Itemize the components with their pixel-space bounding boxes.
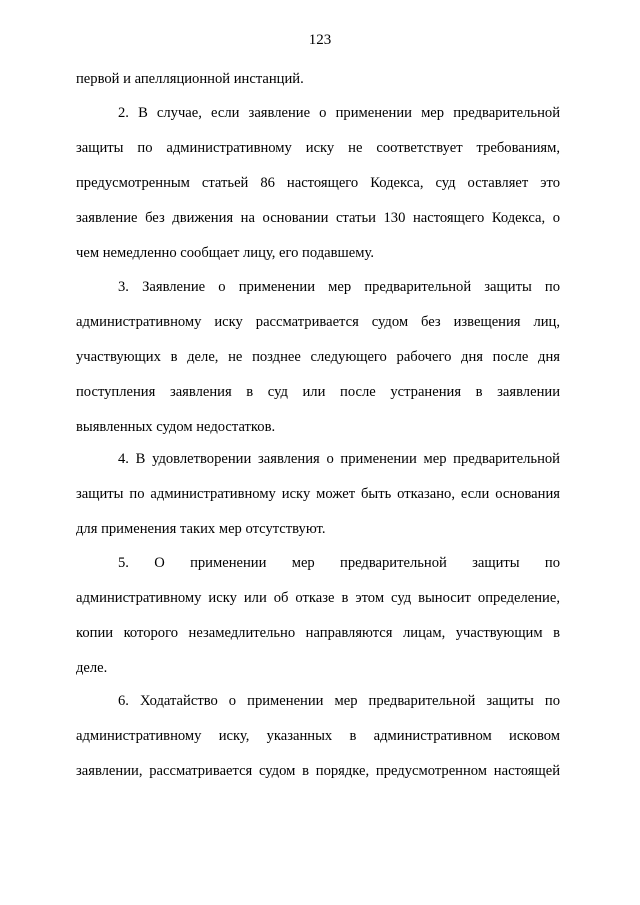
page-number: 123 [308, 32, 332, 48]
text-line: 2. В случае, если заявление о применении мер предварительной [118, 105, 560, 121]
text-line: поступления заявления в суд или после устранения в заявлении [76, 384, 560, 400]
paragraph-item-5 [76, 546, 560, 686]
text-line: административному иску, указанных в административном исковом [76, 728, 560, 744]
text-line: заявление без движения на основании статьи 130 настоящего Кодекса, о [76, 210, 560, 226]
paragraph-continuation [76, 62, 560, 97]
text-line: первой и апелляционной инстанций. [76, 71, 304, 87]
paragraph-item-6 [76, 684, 560, 789]
text-line: предусмотренным статьей 86 настоящего Кодекса, суд оставляет это [76, 175, 560, 191]
text-line: деле. [76, 660, 108, 676]
text-line: для применения таких мер отсутствуют. [76, 521, 326, 537]
text-line: защиты по административному иску может быть отказано, если основания [76, 486, 560, 502]
text-line: административному иску или об отказе в этом суд выносит определение, [76, 590, 560, 606]
text-line: защиты по административному иску не соответствует требованиям, [76, 140, 560, 156]
text-line: заявлении, рассматривается судом в порядке, предусмотренном настоящей [76, 763, 560, 779]
text-line: административному иску рассматривается судом без извещения лиц, [76, 314, 560, 330]
text-line: чем немедленно сообщает лицу, его подавшему. [76, 245, 374, 261]
text-line: копии которого незамедлительно направляются лицам, участвующим в [76, 625, 560, 641]
text-line: 5. О применении мер предварительной защиты по [118, 555, 560, 571]
text-line: участвующих в деле, не позднее следующего рабочего дня после дня [76, 349, 560, 365]
paragraph-item-2 [76, 96, 560, 271]
text-line: 4. В удовлетворении заявления о применении мер предварительной [118, 451, 560, 467]
paragraph-item-3 [76, 270, 560, 445]
text-line: 3. Заявление о применении мер предварительной защиты по [118, 279, 560, 295]
text-line: 6. Ходатайство о применении мер предварительной защиты по [118, 693, 560, 709]
paragraph-item-4 [76, 442, 560, 547]
text-line: выявленных судом недостатков. [76, 419, 276, 435]
